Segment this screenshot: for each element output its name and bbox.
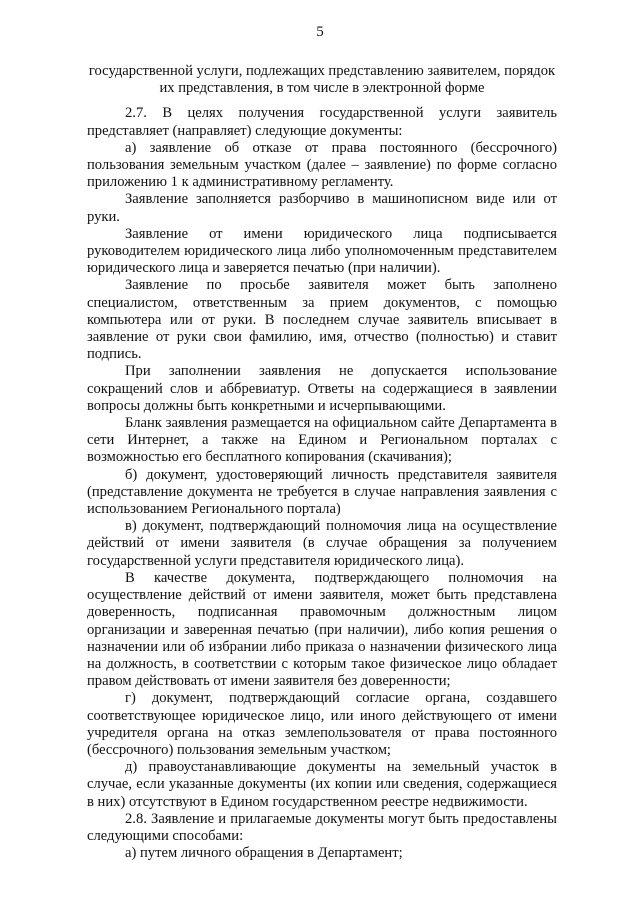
paragraph-item-b: б) документ, удостоверяющий личность представителя заявителя (представление документа не требуется в случае направления заявления с использованием Регионального портала) xyxy=(87,466,557,518)
paragraph-filling-manner: Заявление заполняется разборчиво в машинописном виде или от руки. xyxy=(87,191,557,225)
paragraph-item-a: а) заявление об отказе от права постоянного (бессрочного) пользования земельным участком (далее – заявление) по форме согласно приложению 1 к административному регламенту. xyxy=(87,139,557,191)
paragraph-2-8: 2.8. Заявление и прилагаемые документы могут быть предоставлены следующими способами: xyxy=(87,810,557,844)
section-heading: государственной услуги, подлежащих представлению заявителем, порядок их представления, в том числе в электронной форме xyxy=(88,63,556,97)
paragraph-2-8-item-a: а) путем личного обращения в Департамент; xyxy=(125,845,403,862)
page-number: 5 xyxy=(316,24,324,40)
paragraph-item-g: г) документ, подтверждающий согласие органа, создавшего соответствующее юридическое лицо, или иного действующего от имени учредителя органа на отказ землепользователя от права постоянного (бессрочного) пользования земельным участком; xyxy=(87,690,557,758)
paragraph-no-abbreviations: При заполнении заявления не допускается использование сокращений слов и аббревиатур. Ответы на содержащиеся в заявлении вопросы должны быть конкретными и исчерпывающими. xyxy=(87,363,557,414)
paragraph-form-on-website: Бланк заявления размещается на официальном сайте Департамента в сети Интернет, а также на Едином и Региональном порталах с возможностью его бесплатного копирования (скачивания); xyxy=(87,415,557,466)
paragraph-2-7: 2.7. В целях получения государственной услуги заявитель представляет (направляет) следующие документы: xyxy=(87,105,557,139)
document-body xyxy=(87,63,557,862)
paragraph-specialist-filling: Заявление по просьбе заявителя может быть заполнено специалистом, ответственным за прием документов, с помощью компьютера или от руки. В последнем случае заявитель вписывает в заявление от руки свои фамилию, имя, отчество (полностью) и ставит подпись. xyxy=(87,277,557,363)
paragraph-item-v: в) документ, подтверждающий полномочия лица на осуществление действий от имени заявителя (в случае обращения за получением государственной услуги представителя юридического лица). xyxy=(87,518,557,569)
paragraph-power-of-attorney: В качестве документа, подтверждающего полномочия на осуществление действий от имени заявителя, может быть представлена доверенность, подписанная правомочным должностным лицом организации и заверенная печатью (при наличии), либо копия решения о назначении или об избрании либо приказа о назначении физического лица на должность, в соответствии с которым такое физическое лицо обладает правом действовать от имени заявителя без доверенности; xyxy=(87,569,557,690)
paragraph-legal-entity-signature: Заявление от имени юридического лица подписывается руководителем юридического лица либо уполномоченным представителем юридического лица и заверяется печатью (при наличии). xyxy=(87,225,557,277)
paragraph-item-d: д) правоустанавливающие документы на земельный участок в случае, если указанные документы (их копии или сведения, содержащиеся в них) отсутствуют в Едином государственном реестре недвижимости. xyxy=(87,759,557,810)
